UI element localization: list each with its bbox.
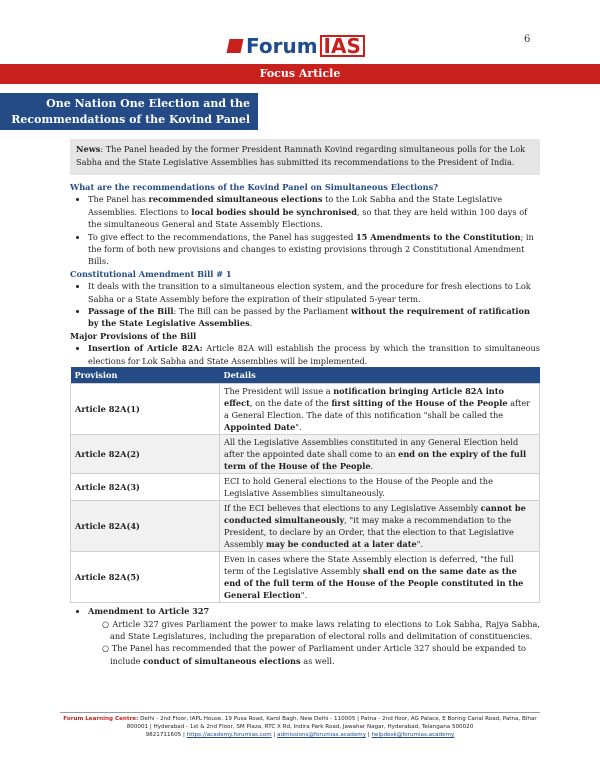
- list-item: • To give effect to the recommendations, the Panel has suggested 15 Amendments to the Constitution; in the form of both new provisions and changes to existing provisions through 2 Constitutional Amendment Bills.: [88, 231, 540, 268]
- table-header-details: Details: [220, 367, 540, 384]
- forumias-logo: [228, 34, 365, 58]
- section2-heading: Constitutional Amendment Bill # 1: [70, 268, 232, 279]
- sub-list-item: ○ The Panel has recommended that the power of Parliament under Article 327 should be expanded to include conduct of simultaneous elections as well.: [102, 643, 526, 666]
- table-cell-details: The President will issue a notification bringing Article 82A into effect, on the date of the first sitting of the House of the People after a General Election. The date of this notification "shall be called the Appointed Date".: [220, 384, 540, 435]
- focus-article-banner: Focus Article: [0, 64, 600, 84]
- table-cell-provision: Article 82A(5): [71, 552, 220, 603]
- section1-heading: What are the recommendations of the Kovind Panel on Simultaneous Elections?: [70, 182, 438, 192]
- table-row: [71, 552, 540, 603]
- section1-list: [70, 193, 540, 267]
- footer-website-link[interactable]: https://academy.forumias.com: [186, 732, 272, 738]
- table-cell-details: All the Legislative Assemblies constituted in any General Election held after the appointed date shall come to an end on the expiry of the full term of the House of the People.: [220, 435, 540, 474]
- footer-phone: 9821711605 |: [145, 732, 187, 738]
- table-row: [71, 435, 540, 474]
- table-cell-details: If the ECI believes that elections to any Legislative Assembly cannot be conducted simultaneously, "it may make a recommendation to the President, to declare by an Order, that the election to that Legislative Assembly may be conducted at a later date".: [220, 501, 540, 552]
- table-cell-provision: Article 82A(4): [71, 501, 220, 552]
- list-item: • The Panel has recommended simultaneous elections to the Lok Sabha and the State Legislative Assemblies. Elections to local bodies should be synchronised, so that they are held within 100 days of the simultaneous General and State Assembly Elections.: [88, 193, 540, 230]
- news-text: : The Panel headed by the former President Ramnath Kovind regarding simultaneous polls for the Lok Sabha and the State Legislative Assemblies has submitted its recommendations to the President of India.: [76, 144, 526, 167]
- section2-list: [70, 280, 540, 330]
- major-provisions-list: [70, 342, 540, 367]
- table-cell-provision: Article 82A(3): [71, 474, 220, 501]
- footer-helpdesk-email-link[interactable]: helpdesk@forumias.academy: [371, 732, 455, 738]
- table-cell-details: Even in cases where the State Assembly election is deferred, "the full term of the Legislative Assembly shall end on the same date as the end of the full term of the House of the People constituted in the General Election".: [220, 552, 540, 603]
- footer: Forum Learning Centre: Delhi - 2nd Floor, IAPL House, 19 Pusa Road, Karol Bagh, New Delhi - 110005 | Patna - 2nd floor, AG Palace, E Boring Canal Road, Patna, Bihar 800001 | Hyderabad - 1st & 2nd Floor, SM Plaza, RTC X Rd, Indira Park Road, Jawahar Nagar, Hyderabad, Telangana 500020 9821711605 | https://academy.forumias.com | admissions@forumias.academy | helpdesk@forumias.academy: [63, 716, 537, 738]
- news-label: News: [76, 144, 101, 154]
- article-body: [70, 181, 540, 667]
- table-header-row: [71, 367, 540, 384]
- article-title: [0, 93, 258, 130]
- footer-address: Delhi - 2nd Floor, IAPL House, 19 Pusa Road, Karol Bagh, New Delhi - 110005 | Patna - 2nd floor, AG Palace, E Boring Canal Road, Patna, Bihar 800001 | Hyderabad - 1st & 2nd Floor, SM Plaza, RTC X Rd, Indira Park Road, Jawahar Nagar, Hyderabad, Telangana 500020: [126, 716, 537, 730]
- table-cell-provision: Article 82A(1): [71, 384, 220, 435]
- provisions-table: [70, 367, 540, 603]
- logo-ias-text: IAS: [320, 35, 365, 57]
- logo-forum-text: Forum: [246, 34, 318, 58]
- table-row: [71, 384, 540, 435]
- sub-list-item: ○ Article 327 gives Parliament the power to make laws relating to elections to Lok Sabha, Rajya Sabha, and State Legislatures, including the preparation of electoral rolls and delimitation of constituencies.: [102, 618, 541, 641]
- table-cell-details: ECI to hold General elections to the House of the People and the Legislative Assemblies simultaneously.: [220, 474, 540, 501]
- logo-arrow-icon: [227, 39, 244, 53]
- news-box: [70, 139, 540, 175]
- footer-divider: [60, 712, 540, 713]
- list-item: [88, 605, 540, 667]
- list-item: • It deals with the transition to a simultaneous election system, and the procedure for fresh elections to Lok Sabha or a State Assembly before the expiration of their stipulated 5-year term.: [88, 280, 540, 305]
- footer-label: Forum Learning Centre:: [63, 716, 139, 722]
- section3-list: [70, 605, 540, 667]
- list-item: • Passage of the Bill: The Bill can be passed by the Parliament without the requirement of ratification by the State Legislative Assemblies.: [88, 305, 540, 330]
- table-cell-provision: Article 82A(2): [71, 435, 220, 474]
- page-number: 6: [524, 34, 531, 45]
- article-title-line1: One Nation One Election and the: [46, 97, 250, 110]
- list-item: • Insertion of Article 82A: Article 82A will establish the process by which the transition to simultaneous elections for Lok Sabha and State Assemblies will be implemented.: [88, 342, 540, 367]
- footer-admissions-email-link[interactable]: admissions@forumias.academy: [277, 732, 367, 738]
- table-row: [71, 474, 540, 501]
- article-title-line2: Recommendations of the Kovind Panel: [11, 113, 250, 126]
- table-header-provision: Provision: [71, 367, 220, 384]
- section3-heading: Amendment to Article 327: [88, 606, 210, 617]
- table-row: [71, 501, 540, 552]
- major-provisions-heading: Major Provisions of the Bill: [70, 330, 197, 341]
- section3-sublist: [88, 618, 540, 668]
